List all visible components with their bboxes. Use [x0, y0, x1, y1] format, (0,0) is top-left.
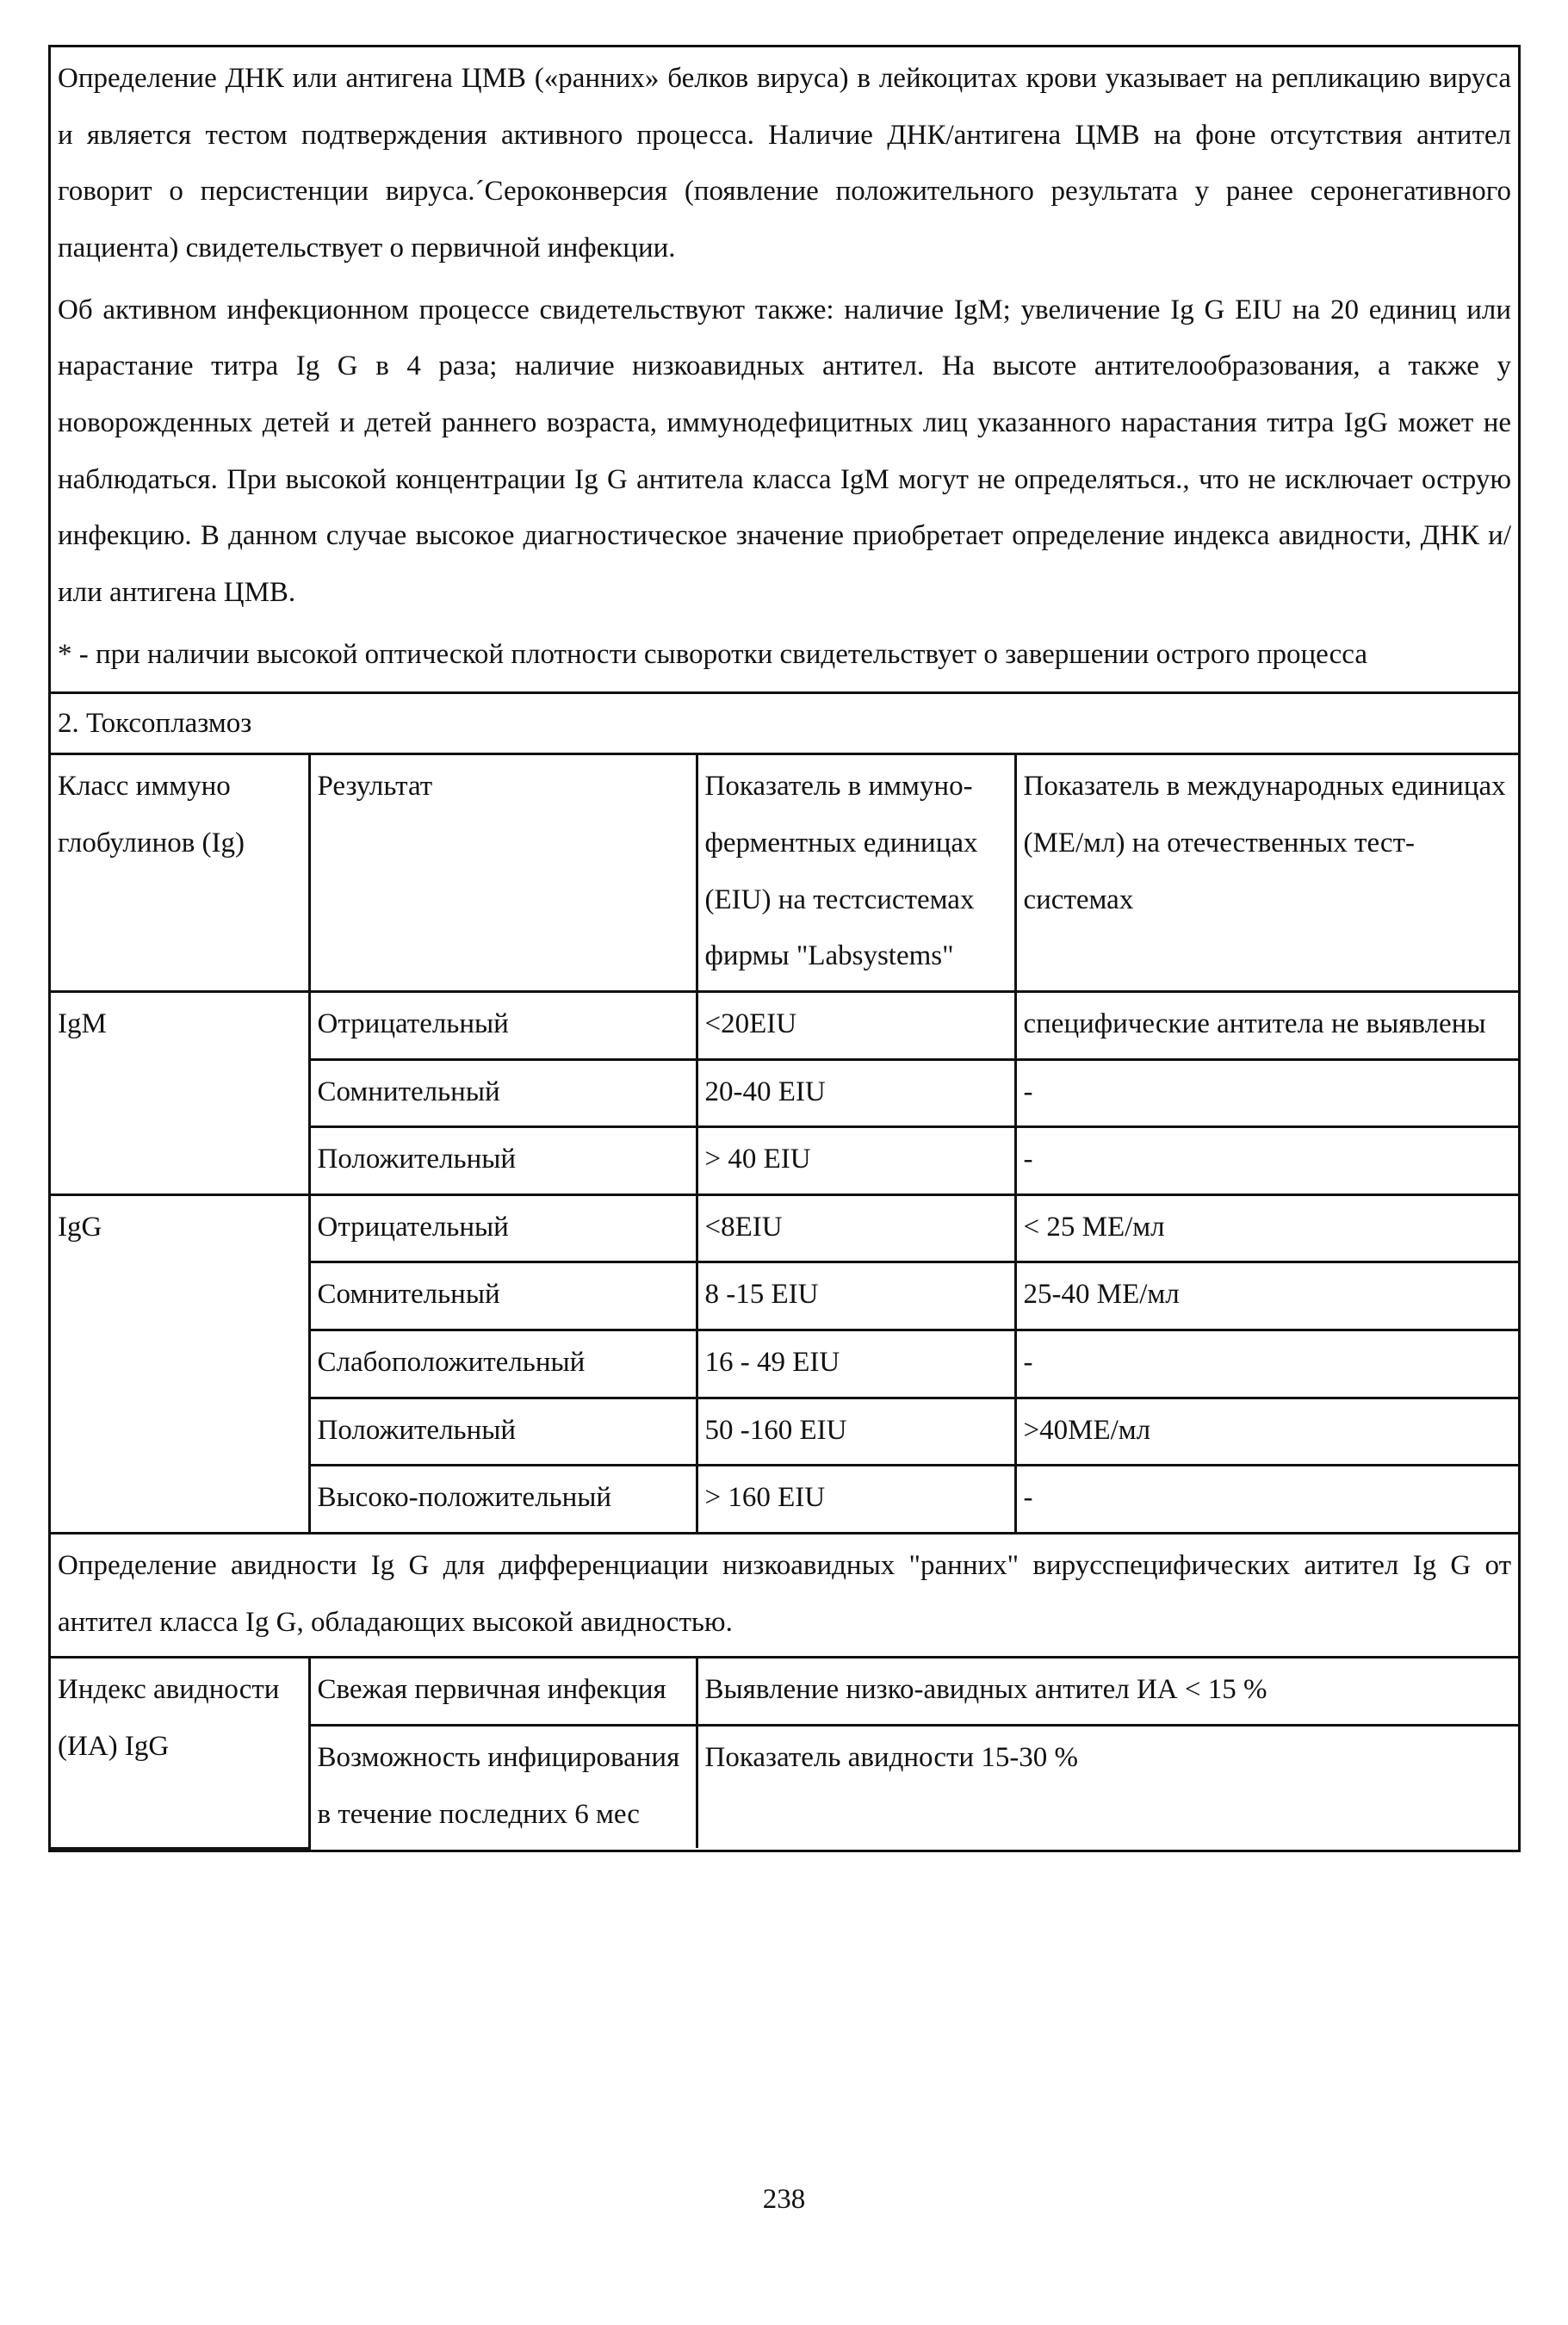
- header-result: Результат: [309, 755, 697, 991]
- result-cell: Сомнительный: [309, 1059, 697, 1127]
- me-cell: 25-40 МЕ/мл: [1015, 1262, 1518, 1330]
- eiu-cell: 16 - 49 EIU: [697, 1330, 1015, 1398]
- table-row: [51, 1658, 1518, 1726]
- me-cell: >40МЕ/мл: [1015, 1398, 1518, 1466]
- me-cell: -: [1015, 1127, 1518, 1195]
- result-cell: Положительный: [309, 1127, 697, 1195]
- intro-paragraph-2: Об активном инфекционном процессе свидетельствуют также: наличие IgM; увеличение Ig G EIU на 20 единиц или нарастание титра Ig G в 4 раза; наличие низкоавидных антител. На высоте антителообразования, а также у новорожденных детей и детей раннего возраста, иммунодефицитных лиц указанного нарастания титра IgG может не наблюдаться. При высокой концентрации Ig G антитела класса IgM могут не определяться., что не исключает острую инфекцию. В данном случае высокое диагностическое значение приобретает определение индекса авидности, ДНК и/или антигена ЦМВ.: [58, 294, 1511, 608]
- me-cell: < 25 МЕ/мл: [1015, 1194, 1518, 1262]
- avidity-value-cell: Показатель авидности 15-30 %: [697, 1726, 1518, 1849]
- results-table-wrapper: [51, 755, 1518, 1850]
- eiu-cell: > 160 EIU: [697, 1466, 1015, 1534]
- result-cell: Положительный: [309, 1398, 697, 1466]
- avidity-note: Определение авидности Ig G для дифференциации низкоавидных "ранних" вирусспецифических аитител Ig G от антител класса Ig G, обладающих высокой авидностью.: [51, 1534, 1518, 1658]
- eiu-cell: 50 -160 EIU: [697, 1398, 1015, 1466]
- intro-paragraph-1: Определение ДНК или антигена ЦМВ («ранних» белков вируса) в лейкоцитах крови указывает на репликацию вируса и является тестом подтверждения активного процесса. Наличие ДНК/антигена ЦМВ на фоне отсутствия антител говорит о персистенции вируса.´Сероконверсия (появление положительного результата у ранее серонегативного пациента) свидетельствует о первичной инфекции.: [58, 63, 1511, 264]
- result-cell: Высоко-положительный: [309, 1466, 697, 1534]
- result-cell: Отрицательный: [309, 991, 697, 1059]
- me-cell: специфические антитела не выявлены: [1015, 991, 1518, 1059]
- eiu-cell: > 40 EIU: [697, 1127, 1015, 1195]
- eiu-cell: 20-40 EIU: [697, 1059, 1015, 1127]
- avidity-note-row: [51, 1534, 1518, 1658]
- result-cell: Сомнительный: [309, 1262, 697, 1330]
- results-table: [51, 755, 1518, 1850]
- igm-class-cell: IgM: [51, 991, 309, 1194]
- avidity-condition-cell: Возможность инфицирования в течение последних 6 мес: [309, 1726, 697, 1849]
- igg-class-cell: IgG: [51, 1194, 309, 1533]
- avidity-label-cell: Индекс авидности (ИА) IgG: [51, 1658, 309, 1848]
- header-eiu: Показатель в иммуно-ферментных единицах (EIU) на тестсистемах фирмы "Labsystems": [697, 755, 1015, 991]
- me-cell: -: [1015, 1059, 1518, 1127]
- header-me: Показатель в международных единицах (МЕ/мл) на отечественных тест-системах: [1015, 755, 1518, 991]
- avidity-condition-cell: Свежая первичная инфекция: [309, 1658, 697, 1726]
- page-number: 238: [762, 2184, 806, 2215]
- me-cell: -: [1015, 1466, 1518, 1534]
- result-cell: Отрицательный: [309, 1194, 697, 1262]
- result-cell: Слабоположительный: [309, 1330, 697, 1398]
- me-cell: -: [1015, 1330, 1518, 1398]
- section-title: 2. Токсоплазмоз: [51, 694, 1518, 755]
- header-class: Класс иммуно глобулинов (Ig): [51, 755, 309, 991]
- document-frame: [48, 45, 1521, 1852]
- table-row: [51, 1194, 1518, 1262]
- table-header-row: [51, 755, 1518, 991]
- eiu-cell: 8 -15 EIU: [697, 1262, 1015, 1330]
- eiu-cell: <8EIU: [697, 1194, 1015, 1262]
- table-row: [51, 991, 1518, 1059]
- avidity-value-cell: Выявление низко-авидных антител ИА < 15 %: [697, 1658, 1518, 1726]
- intro-block: [51, 47, 1518, 694]
- intro-paragraph-3: * - при наличии высокой оптической плотности сыворотки свидетельствует о завершении острого процесса: [58, 638, 1367, 670]
- eiu-cell: <20EIU: [697, 991, 1015, 1059]
